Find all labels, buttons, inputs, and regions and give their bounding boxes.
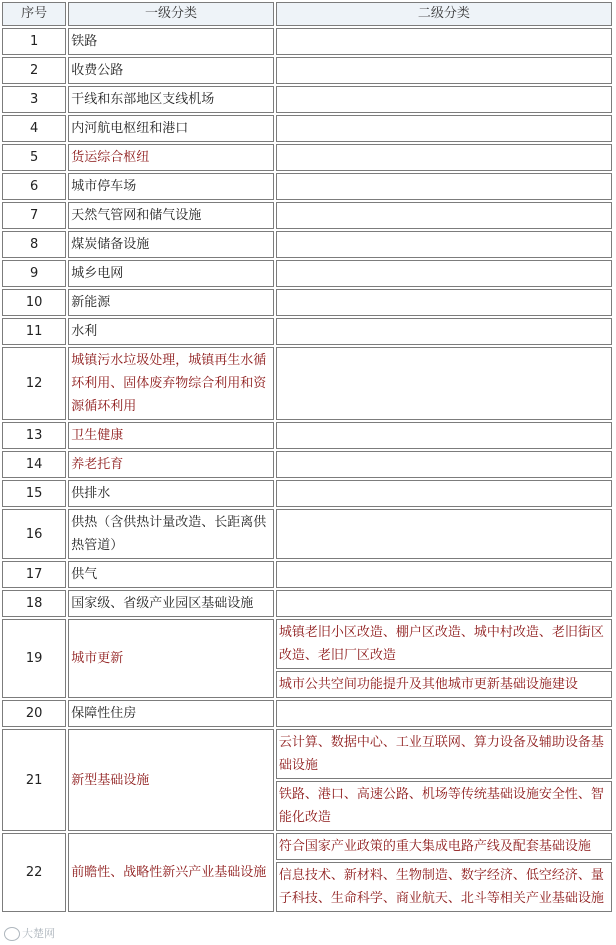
table-body: [2, 28, 612, 912]
row-number: 13: [2, 422, 66, 449]
row-number: 14: [2, 451, 66, 478]
secondary-category: [276, 260, 612, 287]
watermark-logo-icon: [4, 927, 20, 941]
row-number: 20: [2, 700, 66, 727]
row-number: 2: [2, 57, 66, 84]
row-number: 21: [2, 729, 66, 831]
primary-category: 收费公路: [68, 57, 274, 84]
table-row: [2, 619, 612, 669]
table-row: [2, 700, 612, 727]
primary-category: 天然气管网和储气设施: [68, 202, 274, 229]
table-row: [2, 173, 612, 200]
primary-category: 煤炭储备设施: [68, 231, 274, 258]
watermark: [4, 925, 55, 941]
secondary-category: 铁路、港口、高速公路、机场等传统基础设施安全性、智能化改造: [276, 781, 612, 831]
primary-category: 城乡电网: [68, 260, 274, 287]
row-number: 17: [2, 561, 66, 588]
primary-category: 水利: [68, 318, 274, 345]
primary-category: 养老托育: [68, 451, 274, 478]
table-row: [2, 480, 612, 507]
row-number: 16: [2, 509, 66, 559]
primary-category: 国家级、省级产业园区基础设施: [68, 590, 274, 617]
primary-category: 城市更新: [68, 619, 274, 698]
table-row: [2, 729, 612, 779]
table-row: [2, 289, 612, 316]
primary-category: 供排水: [68, 480, 274, 507]
table-row: [2, 115, 612, 142]
table-row: [2, 86, 612, 113]
secondary-category: [276, 202, 612, 229]
primary-category: 铁路: [68, 28, 274, 55]
secondary-category: [276, 590, 612, 617]
watermark-text: 大楚网: [22, 927, 55, 940]
header-cat1: 一级分类: [68, 2, 274, 26]
secondary-category: 城镇老旧小区改造、棚户区改造、城中村改造、老旧街区改造、老旧厂区改造: [276, 619, 612, 669]
row-number: 3: [2, 86, 66, 113]
primary-category: 供热（含供热计量改造、长距离供热管道）: [68, 509, 274, 559]
primary-category: 新型基础设施: [68, 729, 274, 831]
row-number: 6: [2, 173, 66, 200]
row-number: 19: [2, 619, 66, 698]
primary-category: 货运综合枢纽: [68, 144, 274, 171]
secondary-category: 符合国家产业政策的重大集成电路产线及配套基础设施: [276, 833, 612, 860]
table-row: [2, 202, 612, 229]
secondary-category: [276, 700, 612, 727]
secondary-category: [276, 347, 612, 420]
table-row: [2, 28, 612, 55]
table-row: [2, 590, 612, 617]
secondary-category: [276, 509, 612, 559]
primary-category: 干线和东部地区支线机场: [68, 86, 274, 113]
table-row: [2, 347, 612, 420]
secondary-category: 云计算、数据中心、工业互联网、算力设备及辅助设备基础设施: [276, 729, 612, 779]
table-row: [2, 144, 612, 171]
row-number: 18: [2, 590, 66, 617]
table-row: [2, 57, 612, 84]
row-number: 10: [2, 289, 66, 316]
primary-category: 新能源: [68, 289, 274, 316]
primary-category: 前瞻性、战略性新兴产业基础设施: [68, 833, 274, 912]
table-row: [2, 451, 612, 478]
secondary-category: [276, 115, 612, 142]
secondary-category: [276, 451, 612, 478]
header-num: 序号: [2, 2, 66, 26]
row-number: 1: [2, 28, 66, 55]
table-row: [2, 509, 612, 559]
row-number: 15: [2, 480, 66, 507]
row-number: 8: [2, 231, 66, 258]
table-row: [2, 422, 612, 449]
secondary-category: [276, 173, 612, 200]
secondary-category: [276, 231, 612, 258]
secondary-category: [276, 561, 612, 588]
primary-category: 内河航电枢纽和港口: [68, 115, 274, 142]
secondary-category: [276, 480, 612, 507]
secondary-category: [276, 86, 612, 113]
table-row: [2, 318, 612, 345]
table-row: [2, 260, 612, 287]
secondary-category: [276, 422, 612, 449]
secondary-category: [276, 28, 612, 55]
row-number: 11: [2, 318, 66, 345]
header-cat2: 二级分类: [276, 2, 612, 26]
secondary-category: 城市公共空间功能提升及其他城市更新基础设施建设: [276, 671, 612, 698]
row-number: 4: [2, 115, 66, 142]
table-row: [2, 561, 612, 588]
table-row: [2, 833, 612, 860]
header-row: [2, 2, 612, 26]
table-row: [2, 231, 612, 258]
secondary-category: [276, 144, 612, 171]
primary-category: 城市停车场: [68, 173, 274, 200]
primary-category: 城镇污水垃圾处理，城镇再生水循环利用、固体废弃物综合利用和资源循环利用: [68, 347, 274, 420]
secondary-category: [276, 57, 612, 84]
secondary-category: [276, 289, 612, 316]
row-number: 12: [2, 347, 66, 420]
row-number: 22: [2, 833, 66, 912]
row-number: 9: [2, 260, 66, 287]
secondary-category: 信息技术、新材料、生物制造、数字经济、低空经济、量子科技、生命科学、商业航天、北斗等相关产业基础设施: [276, 862, 612, 912]
row-number: 5: [2, 144, 66, 171]
primary-category: 卫生健康: [68, 422, 274, 449]
primary-category: 保障性住房: [68, 700, 274, 727]
row-number: 7: [2, 202, 66, 229]
primary-category: 供气: [68, 561, 274, 588]
secondary-category: [276, 318, 612, 345]
